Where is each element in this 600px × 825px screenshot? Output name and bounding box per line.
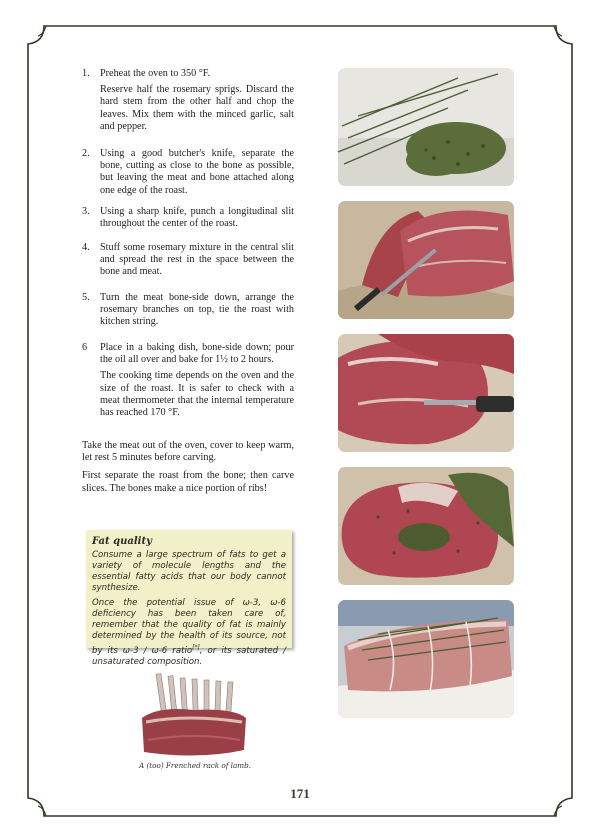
step-2 bbox=[82, 148, 294, 201]
step-6 bbox=[82, 342, 294, 423]
step-number: 1. bbox=[82, 68, 90, 79]
photo-separating-bone bbox=[338, 201, 514, 319]
photo-chopped-rosemary bbox=[338, 68, 514, 186]
photo-tied-roast bbox=[338, 600, 514, 718]
step-text: Reserve half the rosemary sprigs. Discard the hard stem from the other half and chop the leaves. Mix them with the minced garlic, salt and pepper. bbox=[100, 84, 294, 132]
step-3 bbox=[82, 206, 294, 234]
step-1 bbox=[82, 68, 294, 137]
rack-of-lamb-image bbox=[138, 670, 248, 762]
step-text: Stuff some rosemary mixture in the central slit and spread the rest in the space between the bone and meat. bbox=[100, 242, 294, 278]
step-number: 3. bbox=[82, 206, 90, 217]
photo-stuffed-roast bbox=[338, 467, 514, 585]
photo-slit-roast bbox=[338, 334, 514, 452]
step-number: 5. bbox=[82, 292, 90, 303]
step-text: The cooking time depends on the oven and the size of the roast. It is safer to check with a meat thermometer that the internal temperature has reached 170 °F. bbox=[100, 370, 294, 419]
image-caption: A (too) Frenched rack of lamb. bbox=[139, 761, 251, 770]
callout-text: Once the potential issue of ω-3, ω-6 deficiency has been taken care of, remember that the quality of fat is mainly determined by the health of its source, not by its ω-3 / ω-6 ratio bbox=[92, 598, 286, 656]
step-number: 4. bbox=[82, 242, 90, 253]
step-text: Place in a baking dish, bone-side down; pour the oil all over and bake for 1½ to 2 hours. bbox=[100, 342, 294, 366]
paragraph: Take the meat out of the oven, cover to keep warm, let rest 5 minutes before carving. bbox=[82, 440, 294, 464]
step-4 bbox=[82, 242, 294, 283]
callout-title: Fat quality bbox=[92, 536, 152, 547]
step-5 bbox=[82, 292, 294, 333]
page-number: 171 bbox=[282, 786, 318, 802]
step-number: 6 bbox=[82, 342, 88, 353]
resting-instructions bbox=[82, 440, 294, 495]
fat-quality-callout bbox=[86, 530, 292, 667]
footnote-marker: [*] bbox=[192, 644, 200, 651]
callout-paragraph bbox=[92, 598, 286, 668]
callout-text: , or its saturated / unsaturated composition. bbox=[92, 645, 286, 667]
step-text: Using a sharp knife, punch a longitudinal slit throughout the center of the roast. bbox=[100, 206, 294, 230]
step-text: Using a good butcher's knife, separate the bone, cutting as close to the bone as possible, but leaving the meat and bone attached along one edge of the roast. bbox=[100, 148, 294, 196]
paragraph: First separate the roast from the bone; then carve slices. The bones make a nice portion of ribs! bbox=[82, 470, 294, 494]
step-text: Preheat the oven to 350 °F. bbox=[100, 68, 211, 79]
step-number: 2. bbox=[82, 148, 90, 159]
step-text: Turn the meat bone-side down, arrange the rosemary branches on top, tie the roast with kitchen string. bbox=[100, 292, 294, 328]
callout-paragraph: Consume a large spectrum of fats to get a variety of molecule lengths and the essential fatty acids that our body cannot synthesize. bbox=[92, 550, 286, 593]
